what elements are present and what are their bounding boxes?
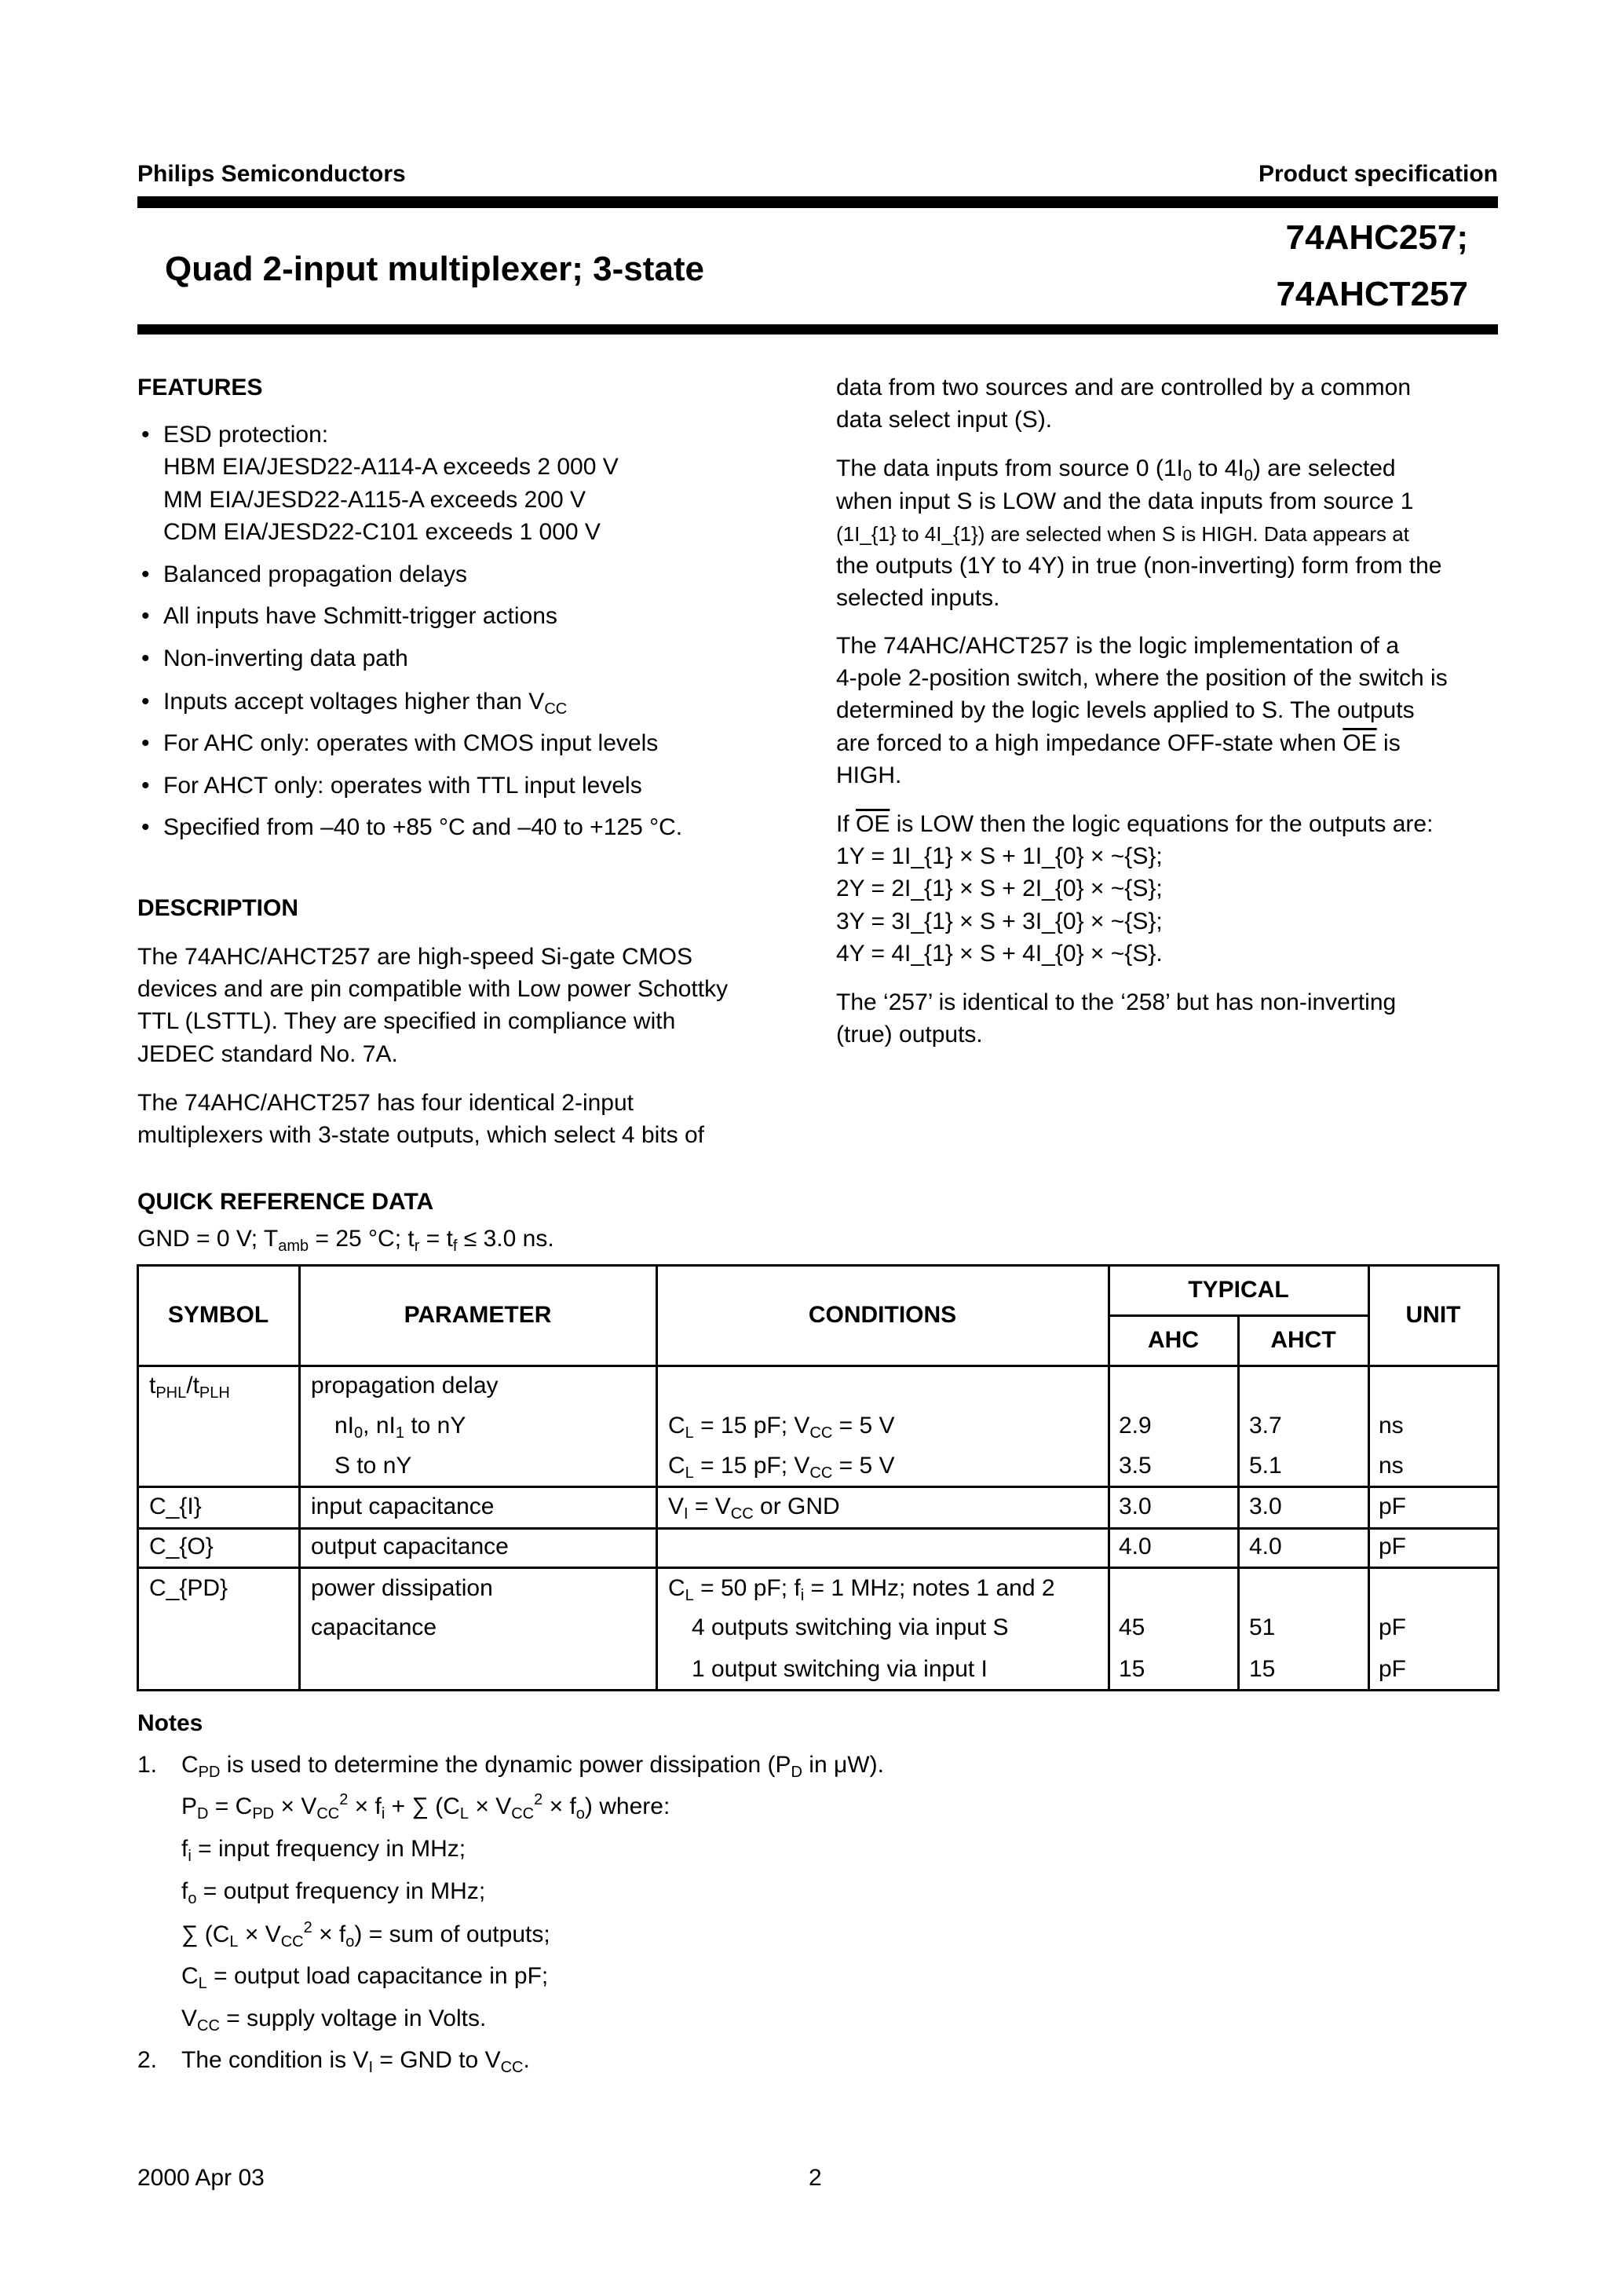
cell-ahc: 4.0 [1119, 1534, 1152, 1559]
part-number-2: 74AHCT257 [1276, 275, 1468, 313]
description-line: The 74AHC/AHCT257 has four identical 2-input [137, 1090, 634, 1116]
description-line: (true) outputs. [836, 1022, 983, 1047]
cell-conditions: 4 outputs switching via input S [692, 1614, 1009, 1640]
feature-item: Balanced propagation delays [163, 561, 467, 587]
feature-item: All inputs have Schmitt-trigger actions [163, 603, 557, 629]
bullet: • [141, 689, 150, 715]
cell-ahct: 5.1 [1249, 1453, 1282, 1479]
company-name: Philips Semiconductors [137, 161, 406, 187]
bullet: • [141, 422, 150, 448]
cell-conditions: $V_I = V_{CC}$ or GND [668, 1493, 840, 1523]
quick-reference-heading: QUICK REFERENCE DATA [137, 1189, 434, 1215]
cell-ahct: 3.7 [1249, 1413, 1282, 1439]
cell-ahct: 4.0 [1249, 1534, 1282, 1559]
note-line: ∑ $(C_L \times V_{CC}^2 \times f_o)$ = sum of outputs; [181, 1919, 550, 1951]
cell-unit: pF [1379, 1534, 1407, 1559]
cell-parameter: capacitance [311, 1614, 437, 1640]
page-title: Quad 2-input multiplexer; 3-state [165, 250, 704, 288]
cell-ahc: 45 [1119, 1614, 1145, 1640]
cell-ahct: 15 [1249, 1656, 1276, 1682]
note-line: $C_L$ = output load capacitance in pF; [181, 1963, 549, 1992]
bullet: • [141, 814, 150, 840]
description-line: TTL (LSTTL). They are specified in compliance with [137, 1008, 676, 1034]
note-line: $V_{CC}$ = supply voltage in Volts. [181, 2005, 487, 2035]
cell-conditions: 1 output switching via input I [692, 1656, 988, 1682]
description-line: data select input (S). [836, 407, 1053, 433]
description-line: If $\overline{OE}$ is LOW then the logic equations for the outputs are: [836, 811, 1434, 837]
column-header-typical: TYPICAL [1188, 1277, 1289, 1303]
logic-equation: 2Y = 2I_{1} × S + 2I_{0} × ~{S}; [836, 876, 1163, 901]
cell-parameter: input capacitance [311, 1493, 495, 1519]
description-line: are forced to a high impedance OFF-state when $\overline{OE}$ is [836, 730, 1401, 756]
description-heading: DESCRIPTION [137, 895, 299, 921]
cell-ahc: 15 [1119, 1656, 1145, 1682]
bullet: • [141, 645, 150, 671]
header-rule [137, 196, 1498, 208]
description-line: The data inputs from source 0 ($1I_0$ to $4I_0$) are selected [836, 455, 1396, 484]
features-heading: FEATURES [137, 375, 263, 400]
cell-ahc: 3.5 [1119, 1453, 1152, 1479]
document-type: Product specification [1258, 161, 1498, 187]
feature-subline: MM EIA/JESD22-A115-A exceeds 200 V [163, 487, 586, 513]
cell-parameter: S to nY [334, 1453, 412, 1479]
feature-subline: CDM EIA/JESD22-C101 exceeds 1 000 V [163, 519, 601, 545]
description-line: devices and are pin compatible with Low power Schottky [137, 976, 729, 1002]
note-line: $P_D = C_{PD} \times V_{CC}^2 \times f_i$ + ∑ $(C_L \times V_{CC}^2 \times f_o)$ where: [181, 1791, 670, 1823]
description-line: selected inputs. [836, 585, 1000, 611]
feature-item: Specified from –40 to +85 °C and –40 to +125 °C. [163, 814, 683, 840]
description-line: HIGH. [836, 762, 902, 788]
part-number-1: 74AHC257; [1285, 218, 1468, 257]
logic-equation: 1Y = 1I_{1} × S + 1I_{0} × ~{S}; [836, 843, 1163, 869]
feature-subline: HBM EIA/JESD22-A114-A exceeds 2 000 V [163, 454, 619, 480]
cell-ahct: 3.0 [1249, 1493, 1282, 1519]
note-number: 1. [137, 1752, 158, 1778]
column-header-conditions: CONDITIONS [808, 1302, 957, 1328]
cell-parameter: power dissipation [311, 1575, 493, 1601]
bullet: • [141, 773, 150, 799]
logic-equation: 3Y = 3I_{1} × S + 3I_{0} × ~{S}; [836, 909, 1163, 934]
cell-conditions: $C_L = 15$ pF; $V_{CC} = 5$ V [668, 1453, 895, 1482]
description-line: when input S is LOW and the data inputs from source 1 [836, 488, 1414, 514]
cell-unit: pF [1379, 1614, 1407, 1640]
bullet: • [141, 603, 150, 629]
cell-parameter: output capacitance [311, 1534, 509, 1559]
cell-unit: ns [1379, 1413, 1404, 1439]
cell-parameter: $nI_0$, $nI_1$ to nY [334, 1413, 466, 1442]
description-line: The ‘257’ is identical to the ‘258’ but has non-inverting [836, 989, 1397, 1015]
cell-ahc: 2.9 [1119, 1413, 1152, 1439]
description-line: determined by the logic levels applied to S. The outputs [836, 697, 1415, 723]
description-line: 4-pole 2-position switch, where the position of the switch is [836, 665, 1448, 691]
feature-item: For AHC only: operates with CMOS input levels [163, 730, 659, 756]
cell-symbol: C_{I} [149, 1493, 202, 1519]
column-header-symbol: SYMBOL [167, 1302, 269, 1328]
column-header-ahc: AHC [1148, 1327, 1199, 1353]
title-rule [137, 324, 1498, 335]
cell-unit: ns [1379, 1453, 1404, 1479]
note-number: 2. [137, 2047, 158, 2073]
cell-ahc: 3.0 [1119, 1493, 1152, 1519]
cell-parameter: propagation delay [311, 1373, 499, 1398]
description-line: JEDEC standard No. 7A. [137, 1041, 398, 1067]
bullet: • [141, 561, 150, 587]
feature-item: ESD protection: [163, 422, 329, 448]
column-header-parameter: PARAMETER [404, 1302, 552, 1328]
cell-symbol: C_{O} [149, 1534, 214, 1559]
cell-symbol: $t_{PHL}/t_{PLH}$ [149, 1373, 230, 1402]
column-header-ahct: AHCT [1270, 1327, 1336, 1353]
note-line: $C_{PD}$ is used to determine the dynamic power dissipation ($P_D$ in μW). [181, 1752, 884, 1781]
cell-ahct: 51 [1249, 1614, 1276, 1640]
description-line: The 74AHC/AHCT257 is the logic implementation of a [836, 633, 1400, 659]
feature-item: Inputs accept voltages higher than $V_{CC}$ [163, 689, 568, 718]
cell-unit: pF [1379, 1493, 1407, 1519]
description-line: data from two sources and are controlled by a common [836, 375, 1412, 400]
bullet: • [141, 730, 150, 756]
cell-conditions: $C_L = 15$ pF; $V_{CC} = 5$ V [668, 1413, 895, 1442]
footer-date: 2000 Apr 03 [137, 2165, 265, 2191]
cell-symbol: C_{PD} [149, 1575, 228, 1601]
note-line: $f_o$ = output frequency in MHz; [181, 1878, 486, 1907]
note-line: $f_i$ = input frequency in MHz; [181, 1836, 466, 1865]
quick-reference-conditions: GND = 0 V; $T_{amb} = 25$ °C; $t_r = t_f \le 3.0$ ns. [137, 1226, 554, 1255]
logic-equation: 4Y = 4I_{1} × S + 4I_{0} × ~{S}. [836, 941, 1163, 967]
note-line: The condition is $V_I$ = GND to $V_{CC}$. [181, 2047, 530, 2076]
feature-item: For AHCT only: operates with TTL input levels [163, 773, 642, 799]
feature-item: Non-inverting data path [163, 645, 408, 671]
column-header-unit: UNIT [1405, 1302, 1461, 1328]
notes-heading: Notes [137, 1710, 203, 1736]
description-line: multiplexers with 3-state outputs, which select 4 bits of [137, 1122, 704, 1148]
cell-unit: pF [1379, 1656, 1407, 1682]
description-line: The 74AHC/AHCT257 are high-speed Si-gate CMOS [137, 944, 692, 970]
description-line: (1I_{1} to 4I_{1}) are selected when S is HIGH. Data appears at [836, 522, 1409, 546]
page-number: 2 [809, 2165, 822, 2191]
description-line: the outputs (1Y to 4Y) in true (non-inverting) form from the [836, 553, 1442, 579]
cell-conditions: $C_L = 50$ pF; $f_i = 1$ MHz; notes 1 and 2 [668, 1575, 1055, 1604]
